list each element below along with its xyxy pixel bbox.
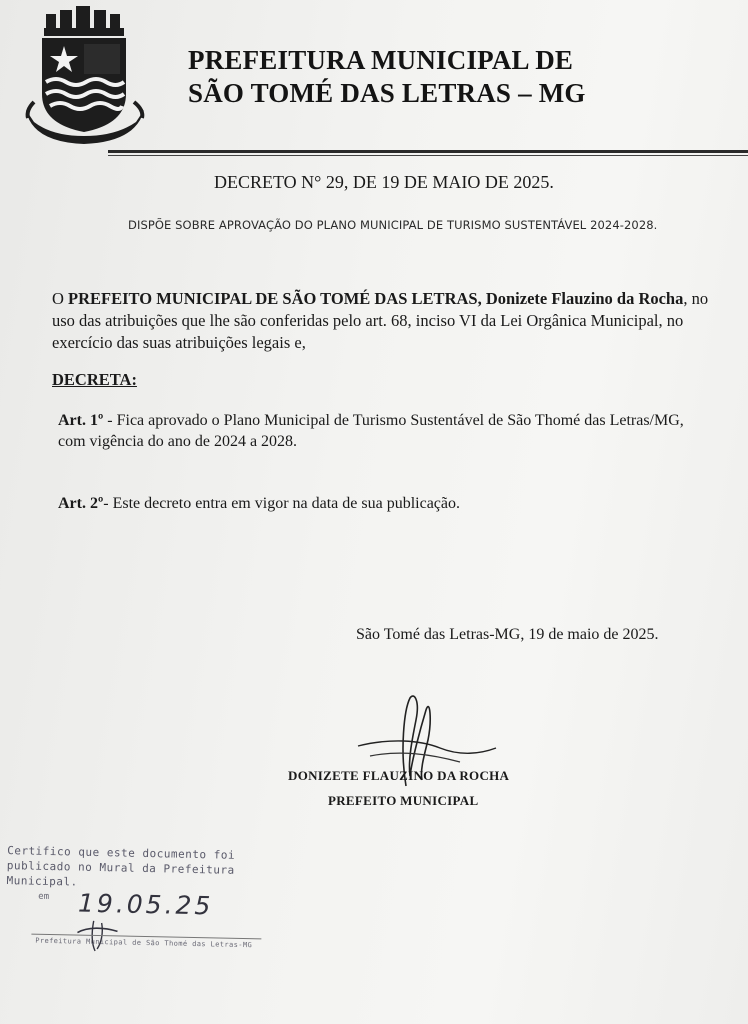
preamble-intro: O <box>52 289 69 308</box>
stamp-handwritten-date: 19.05.25 <box>77 888 214 921</box>
article-2-text: - Este decreto entra em vigor na data de sua publicação. <box>103 495 460 512</box>
decree-subject: DISPÕE SOBRE APROVAÇÃO DO PLANO MUNICIPAL DE TURISMO SUSTENTÁVEL 2024-2028. <box>128 218 658 232</box>
article-2 <box>58 493 698 514</box>
signer-name: DONIZETE FLAUZINO DA ROCHA <box>288 768 510 783</box>
header-line-1: PREFEITURA MUNICIPAL DE <box>188 45 574 75</box>
header-rule <box>108 150 748 153</box>
header-line-2: SÃO TOMÉ DAS LETRAS – MG <box>188 78 586 108</box>
header-rule-thin <box>108 155 748 156</box>
article-1 <box>58 410 698 452</box>
place-and-date: São Tomé das Letras-MG, 19 de maio de 2025. <box>356 626 659 643</box>
municipality-header <box>188 44 586 110</box>
decree-title: DECRETO N° 29, DE 19 DE MAIO DE 2025. <box>214 172 554 192</box>
article-2-label: Art. 2º <box>58 495 104 512</box>
preamble-rest: , no uso das atribuições que lhe são conferidas pelo art. 68, inciso VI da Lei Orgânica Municipal, no exercício das suas atribuições legais e, <box>52 289 709 352</box>
signer-title: PREFEITO MUNICIPAL <box>328 793 479 808</box>
stamp-date-prefix: em <box>38 891 50 902</box>
stamp-footer-text: Prefeitura Municipal de São Thomé das Letras-MG <box>35 936 253 950</box>
preamble-authority: PREFEITO MUNICIPAL DE SÃO TOMÉ DAS LETRAS, Donizete Flauzino da Rocha <box>68 289 684 308</box>
preamble-paragraph <box>52 288 732 354</box>
article-1-label: Art. 1º <box>58 412 104 429</box>
article-1-text: - Fica aprovado o Plano Municipal de Turismo Sustentável de São Thomé das Letras/MG, com vigência do ano de 2024 a 2028. <box>58 412 684 450</box>
municipal-crest-icon <box>22 6 154 148</box>
publication-stamp <box>1 839 294 975</box>
stamp-certification-text: Certifico que este documento foi publicado no Mural da Prefeitura Municipal. <box>6 844 236 889</box>
decreta-heading: DECRETA: <box>52 370 137 389</box>
